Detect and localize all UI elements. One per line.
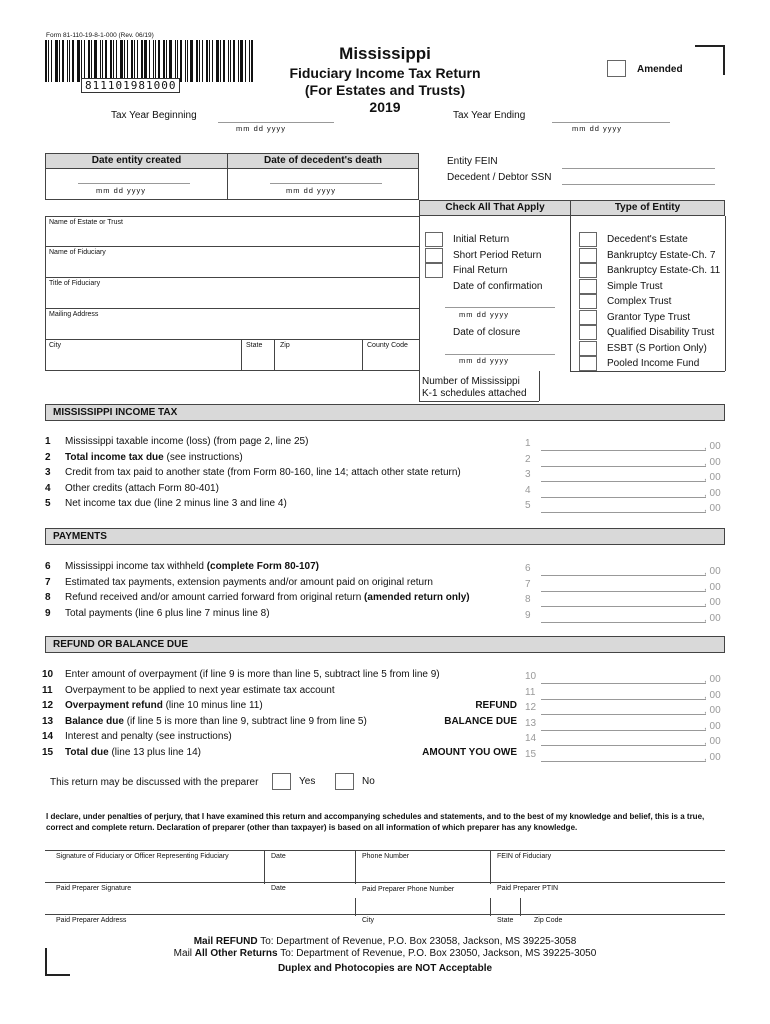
form-number: Form 81-110-19-8-1-000 (Rev. 06/19): [46, 32, 154, 39]
line-ref-number: 1: [525, 438, 531, 449]
entity-type-checkbox[interactable]: [579, 232, 597, 247]
amount-field[interactable]: [541, 683, 706, 684]
discuss-yes-label: Yes: [299, 776, 316, 787]
amount-cents: , 00: [704, 472, 721, 483]
preparer-sig-label: Paid Preparer Signature: [56, 885, 132, 892]
amount-cents: , 00: [704, 581, 721, 593]
line-text-bold: Overpayment refund: [65, 700, 163, 711]
line-text-bold: Total income tax due: [65, 451, 164, 463]
name-estate-label: Name of Estate or Trust: [49, 219, 123, 226]
line-number: 3: [45, 467, 51, 478]
amount-field[interactable]: [541, 466, 706, 467]
line-ref-number: 12: [525, 702, 537, 713]
check-all-label: Date of confirmation: [453, 281, 543, 292]
entity-type-checkbox[interactable]: [579, 341, 597, 356]
line-number: 7: [45, 576, 51, 588]
line-tag: AMOUNT YOU OWE: [422, 746, 517, 758]
line-text-pre: Total payments (line 6 plus line 7 minus line 8): [65, 607, 270, 619]
mail-other-rest: To: Department of Revenue, P.O. Box 23050, Jackson, MS 39225-3050: [277, 948, 597, 959]
check-all-header: Check All That Apply: [419, 200, 571, 216]
entity-type-label: Grantor Type Trust: [607, 311, 691, 323]
line-ref-number: 9: [525, 609, 531, 621]
line-number: 6: [45, 561, 51, 572]
entity-type-label: Pooled Income Fund: [607, 358, 700, 369]
preparer-state-label: State: [497, 917, 514, 924]
k1-line1: Number of Mississippi: [422, 376, 520, 387]
entity-type-checkbox[interactable]: [579, 356, 597, 371]
line-text-bold: Balance due: [65, 715, 124, 727]
entity-type-checkbox[interactable]: [579, 279, 597, 294]
mailing-address-label: Mailing Address: [49, 311, 99, 318]
line-number: 4: [45, 482, 51, 494]
date-entity-created-field[interactable]: [78, 183, 190, 184]
tax-year-beginning-label: Tax Year Beginning: [111, 110, 197, 121]
tax-year-beginning-field[interactable]: [218, 122, 334, 123]
duplex-notice: Duplex and Photocopies are NOT Acceptable: [277, 963, 493, 974]
line-text: [65, 716, 367, 727]
date-format-hint: mm dd yyyy: [572, 124, 623, 133]
line-number: 12: [42, 700, 54, 711]
line-text: [65, 669, 440, 680]
amount-cents: , 00: [704, 487, 721, 499]
line-number: 8: [45, 592, 51, 603]
payments-header: PAYMENTS: [45, 528, 725, 545]
line-text: [65, 452, 243, 463]
line-ref-number: 8: [525, 594, 531, 605]
line-text-pre: Mississippi taxable income (loss) (from page 2, line 25): [65, 436, 309, 447]
line-text-pre: Overpayment to be applied to next year estimate tax account: [65, 684, 335, 696]
amount-field[interactable]: [541, 699, 706, 700]
date-decedent-death-field[interactable]: [270, 183, 382, 184]
amount-field[interactable]: [541, 745, 706, 746]
entity-type-checkbox[interactable]: [579, 310, 597, 325]
entity-type-label: Bankruptcy Estate-Ch. 7: [607, 249, 716, 261]
amount-cents: , 00: [704, 705, 721, 716]
city-label: City: [49, 342, 62, 349]
amount-cents: , 00: [704, 751, 721, 763]
amount-field[interactable]: [541, 761, 706, 762]
entity-type-label: Qualified Disability Trust: [607, 327, 715, 338]
mail-refund-rest: To: Department of Revenue, P.O. Box 23058, Jackson, MS 39225-3058: [257, 936, 577, 947]
line-number: 14: [42, 731, 54, 742]
line-number: 1: [45, 436, 51, 447]
line-ref-number: 15: [525, 748, 537, 760]
state-label: State: [246, 342, 263, 349]
amount-field[interactable]: [541, 450, 706, 451]
date-closure-label: Date of closure: [453, 327, 521, 338]
line-text-pre: Net income tax due (line 2 minus line 3 and line 4): [65, 498, 287, 509]
date-format-hint: mm dd yyyy: [286, 186, 337, 195]
date-entity-created-header: Date entity created: [45, 153, 228, 169]
line-text-pre: Enter amount of overpayment (if line 9 is more than line 5, subtract line 5 from line 9): [65, 669, 440, 680]
line-ref-number: 2: [525, 453, 531, 465]
line-tag: REFUND: [475, 700, 517, 711]
amount-field[interactable]: [541, 575, 706, 576]
sig-fiduciary-label: Signature of Fiduciary or Officer Representing Fiduciary: [56, 853, 229, 860]
line-text-pre: Other credits (attach Form 80-401): [65, 482, 219, 494]
discuss-no-label: No: [362, 776, 375, 787]
date-format-hint: mm dd yyyy: [236, 124, 287, 133]
amount-cents: , 00: [704, 566, 721, 577]
mail-other-bold: All Other Returns: [194, 948, 278, 959]
entity-type-checkbox[interactable]: [579, 248, 597, 263]
line-text: [65, 436, 308, 447]
tax-year-ending-label: Tax Year Ending: [453, 110, 526, 121]
line-text-bold: (amended return only): [364, 592, 470, 603]
line-ref-number: 13: [525, 717, 537, 729]
line-text-post: (see instructions): [163, 451, 243, 463]
line-number: 10: [42, 669, 54, 680]
line-text: [65, 608, 270, 619]
amount-cents: , 00: [704, 674, 721, 685]
amount-cents: , 00: [704, 689, 721, 701]
line-text-pre: Interest and penalty (see instructions): [65, 731, 232, 742]
line-text: [65, 731, 232, 742]
line-text-post: (line 10 minus line 11): [162, 700, 263, 711]
entity-type-checkbox[interactable]: [579, 263, 597, 278]
preparer-zip-label: Zip Code: [534, 917, 563, 924]
line-ref-number: 4: [525, 484, 531, 496]
line-text: [65, 561, 319, 572]
k1-line2: K-1 schedules attached: [422, 388, 527, 399]
line-text: [65, 700, 263, 711]
amount-field[interactable]: [541, 606, 706, 607]
tax-year-ending-field[interactable]: [552, 122, 670, 123]
barcode-digits: 811101981000: [81, 78, 180, 93]
line-text: [65, 467, 461, 478]
zip-label: Zip: [280, 342, 290, 349]
phone-label: Phone Number: [362, 853, 410, 860]
line-number: 2: [45, 451, 51, 463]
date-closure-field[interactable]: [445, 354, 555, 355]
check-all-checkbox[interactable]: [425, 232, 443, 247]
preparer-phone-label: Paid Preparer Phone Number: [362, 886, 455, 893]
k1-schedules-label: [422, 376, 527, 400]
entity-type-label: Decedent's Estate: [607, 234, 688, 245]
sig-date-label: Date: [271, 853, 286, 860]
amount-field[interactable]: [541, 497, 706, 498]
amount-field[interactable]: [541, 714, 706, 715]
line-number: 9: [45, 607, 51, 619]
name-fiduciary-label: Name of Fiduciary: [49, 249, 106, 256]
mail-refund-bold: Mail REFUND: [193, 936, 258, 947]
line-text-post: (line 13 plus line 14): [108, 746, 201, 758]
line-text: [65, 747, 201, 758]
line-number: 11: [42, 684, 53, 696]
entity-type-checkbox[interactable]: [579, 294, 597, 309]
preparer-date-label: Date: [271, 885, 286, 892]
state-title: Mississippi: [339, 44, 431, 63]
line-number: 15: [42, 746, 54, 758]
check-all-checkbox[interactable]: [425, 248, 443, 263]
corner-mark: [695, 45, 725, 75]
amount-cents: , 00: [704, 720, 721, 732]
decedent-ssn-label: Decedent / Debtor SSN: [447, 172, 552, 183]
line-ref-number: 14: [525, 733, 537, 744]
amount-field[interactable]: [541, 512, 706, 513]
date-confirmation-field[interactable]: [445, 307, 555, 308]
entity-type-checkbox[interactable]: [579, 325, 597, 340]
line-ref-number: 3: [525, 469, 531, 480]
line-text: [65, 592, 470, 603]
line-ref-number: 6: [525, 563, 531, 574]
discuss-label: This return may be discussed with the preparer: [50, 777, 259, 788]
amount-field[interactable]: [541, 591, 706, 592]
line-ref-number: 10: [525, 671, 537, 682]
entity-type-label: Complex Trust: [607, 296, 672, 307]
form-title-line2: (For Estates and Trusts): [304, 82, 466, 98]
title-fiduciary-label: Title of Fiduciary: [49, 280, 101, 287]
refund-header: REFUND OR BALANCE DUE: [45, 636, 725, 653]
line-text: [65, 577, 433, 588]
county-code-label: County Code: [367, 342, 408, 349]
amount-field[interactable]: [541, 730, 706, 731]
preparer-city-label: City: [362, 917, 375, 924]
date-format-hint: mm dd yyyy: [96, 186, 147, 195]
line-ref-number: 7: [525, 578, 531, 590]
amount-cents: , 00: [704, 597, 721, 608]
line-number: 13: [42, 715, 54, 727]
fein-fiduciary-label: FEIN of Fiduciary: [497, 853, 552, 860]
entity-type-label: Bankruptcy Estate-Ch. 11: [607, 265, 721, 276]
line-text: [65, 498, 287, 509]
check-all-label: Short Period Return: [453, 250, 542, 261]
line-text-bold: Total due: [65, 746, 109, 758]
form-title-line1: Fiduciary Income Tax Return: [289, 65, 481, 81]
discuss-no-checkbox[interactable]: [335, 773, 354, 790]
income-tax-header: MISSISSIPPI INCOME TAX: [45, 404, 725, 421]
line-text-pre: Credit from tax paid to another state (from Form 80-160, line 14; attach other state return): [65, 467, 461, 478]
mail-other-line: [0, 948, 770, 959]
preparer-address-label: Paid Preparer Address: [56, 917, 127, 924]
line-text-pre: Mississippi income tax withheld: [65, 561, 207, 572]
amended-checkbox[interactable]: [607, 60, 626, 77]
mail-refund-line: [0, 936, 770, 947]
amount-cents: , 00: [704, 736, 721, 747]
line-text: [65, 685, 335, 696]
amount-cents: , 00: [704, 456, 721, 468]
tax-year: 2019: [369, 99, 401, 115]
line-ref-number: 5: [525, 500, 531, 511]
date-decedent-death-header: Date of decedent's death: [227, 153, 419, 169]
amount-cents: , 00: [704, 612, 721, 624]
mail-other-pre: Mail: [173, 948, 195, 959]
line-text: [65, 483, 219, 494]
entity-fein-label: Entity FEIN: [447, 156, 498, 167]
line-ref-number: 11: [525, 686, 536, 698]
check-all-checkbox[interactable]: [425, 263, 443, 278]
line-text-pre: Refund received and/or amount carried forward from original return: [65, 592, 365, 603]
date-format-hint: mm dd yyyy: [459, 356, 510, 365]
line-number: 5: [45, 498, 51, 509]
amended-label: Amended: [637, 64, 683, 75]
amount-field[interactable]: [541, 481, 706, 482]
declaration-text: I declare, under penalties of perjury, that I have examined this return and accompanying schedules and statements, and to the best of my knowledge and belief, this is a true, correct and complete return. Declaration of preparer (other than taxpayer) is based on all information of which preparer has any knowledge.: [46, 812, 705, 832]
entity-type-header: Type of Entity: [570, 200, 725, 216]
check-all-label: Initial Return: [453, 234, 510, 245]
entity-type-label: ESBT (S Portion Only): [607, 342, 707, 354]
corner-mark: [45, 948, 70, 976]
line-text-bold: (complete Form 80-107): [206, 561, 319, 572]
discuss-yes-checkbox[interactable]: [272, 773, 291, 790]
line-tag: BALANCE DUE: [444, 715, 517, 727]
check-all-label: Final Return: [453, 265, 508, 276]
date-format-hint: mm dd yyyy: [459, 310, 510, 319]
decedent-ssn-field[interactable]: [562, 184, 715, 185]
amount-cents: , 00: [704, 503, 721, 514]
preparer-ptin-label: Paid Preparer PTIN: [497, 885, 559, 892]
line-text-post: (if line 5 is more than line 9, subtract line 9 from line 5): [123, 715, 367, 727]
amount-field[interactable]: [541, 622, 706, 623]
line-text-pre: Estimated tax payments, extension payments and/or amount paid on original return: [65, 576, 433, 588]
entity-type-label: Simple Trust: [607, 280, 663, 292]
entity-fein-field[interactable]: [562, 168, 715, 169]
amount-cents: , 00: [704, 441, 721, 452]
